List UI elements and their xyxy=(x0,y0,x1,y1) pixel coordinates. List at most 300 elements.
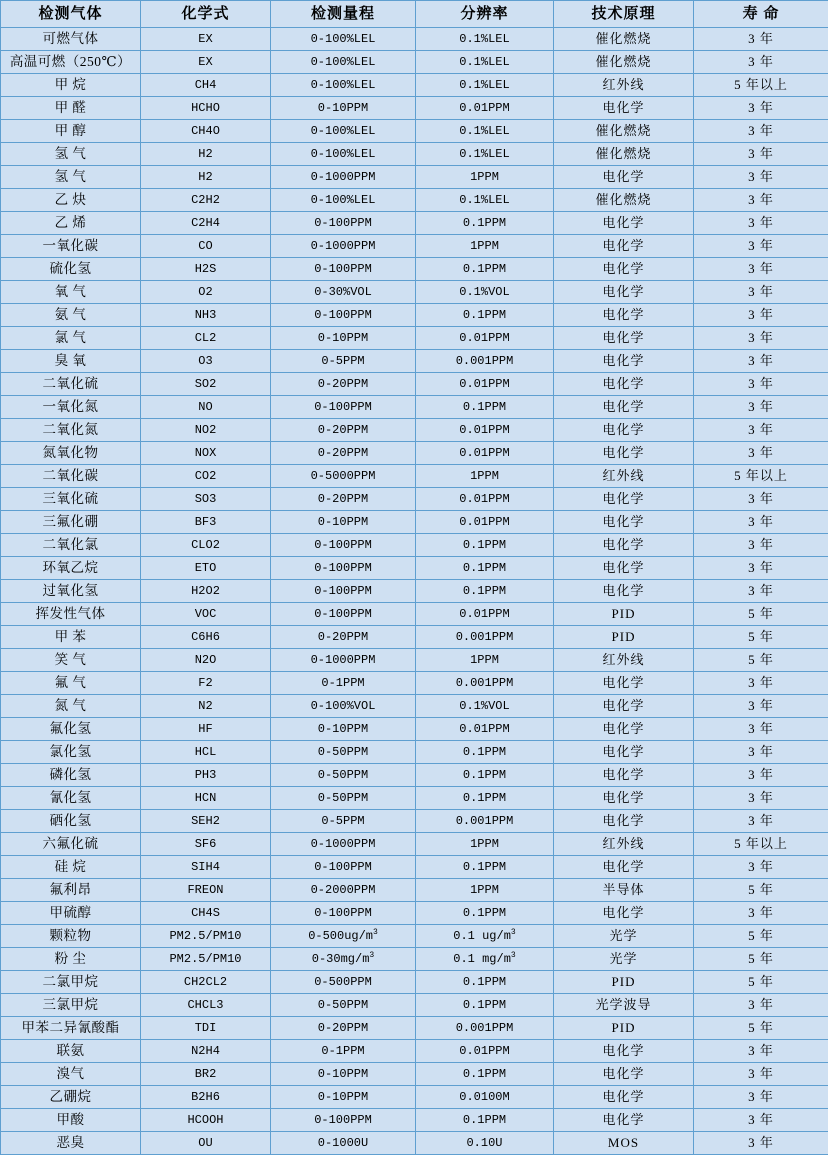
cell-range: 0-100PPM xyxy=(271,534,416,557)
cell-formula: H2O2 xyxy=(141,580,271,603)
table-row xyxy=(1,350,828,373)
column-header-resolution: 分辨率 xyxy=(416,1,554,28)
cell-gas: 甲 烷 xyxy=(1,74,141,97)
cell-formula: FREON xyxy=(141,879,271,902)
cell-principle: 光学波导 xyxy=(554,994,694,1017)
table-row xyxy=(1,764,828,787)
cell-gas: 三氟化硼 xyxy=(1,511,141,534)
cell-range: 0-1000PPM xyxy=(271,833,416,856)
cell-range: 0-100PPM xyxy=(271,396,416,419)
cell-formula: CLO2 xyxy=(141,534,271,557)
cell-resolution: 0.1 $mg/m^3$ xyxy=(416,948,554,971)
cell-gas: 乙 炔 xyxy=(1,189,141,212)
cell-formula: O2 xyxy=(141,281,271,304)
cell-gas: 氟化氢 xyxy=(1,718,141,741)
cell-lifetime: 3 年 xyxy=(694,787,828,810)
cell-range: 0-50PPM xyxy=(271,741,416,764)
table-body xyxy=(1,28,828,1155)
cell-lifetime: 3 年 xyxy=(694,442,828,465)
table-row xyxy=(1,603,828,626)
cell-gas: 笑 气 xyxy=(1,649,141,672)
cell-resolution: 1PPM xyxy=(416,833,554,856)
cell-principle: 电化学 xyxy=(554,1109,694,1132)
cell-gas: 颗粒物 xyxy=(1,925,141,948)
cell-range: 0-1000PPM xyxy=(271,166,416,189)
cell-principle: 电化学 xyxy=(554,235,694,258)
table-row xyxy=(1,1086,828,1109)
cell-formula: H2 xyxy=(141,166,271,189)
cell-lifetime: 3 年 xyxy=(694,580,828,603)
cell-gas: 环氧乙烷 xyxy=(1,557,141,580)
cell-range: 0-30%VOL xyxy=(271,281,416,304)
table-row xyxy=(1,258,828,281)
cell-formula: VOC xyxy=(141,603,271,626)
cell-formula: BF3 xyxy=(141,511,271,534)
table-row xyxy=(1,994,828,1017)
cell-resolution: 0.001PPM xyxy=(416,626,554,649)
table-header-row xyxy=(1,1,828,28)
cell-gas: 三氯甲烷 xyxy=(1,994,141,1017)
cell-lifetime: 3 年 xyxy=(694,764,828,787)
cell-principle: 电化学 xyxy=(554,396,694,419)
table-row xyxy=(1,534,828,557)
cell-range: 0-500PPM xyxy=(271,971,416,994)
table-row xyxy=(1,1063,828,1086)
cell-principle: 电化学 xyxy=(554,557,694,580)
cell-principle: 电化学 xyxy=(554,212,694,235)
cell-lifetime: 3 年 xyxy=(694,120,828,143)
table-row xyxy=(1,1040,828,1063)
cell-range: 0-20PPM xyxy=(271,419,416,442)
cell-range: 0-100PPM xyxy=(271,1109,416,1132)
cell-range: 0-10PPM xyxy=(271,1086,416,1109)
cell-formula: HCOOH xyxy=(141,1109,271,1132)
cell-resolution: 0.01PPM xyxy=(416,442,554,465)
cell-range: 0-10PPM xyxy=(271,1063,416,1086)
cell-lifetime: 3 年 xyxy=(694,350,828,373)
cell-lifetime: 5 年 xyxy=(694,603,828,626)
cell-lifetime: 3 年 xyxy=(694,97,828,120)
cell-gas: 一氧化氮 xyxy=(1,396,141,419)
cell-gas: 高温可燃（250℃） xyxy=(1,51,141,74)
cell-range: 0-20PPM xyxy=(271,626,416,649)
cell-resolution: 0.1%LEL xyxy=(416,74,554,97)
cell-resolution: 0.1PPM xyxy=(416,971,554,994)
cell-range: 0-100%LEL xyxy=(271,120,416,143)
cell-principle: 电化学 xyxy=(554,1086,694,1109)
cell-resolution: 1PPM xyxy=(416,649,554,672)
cell-principle: 电化学 xyxy=(554,810,694,833)
cell-principle: 电化学 xyxy=(554,350,694,373)
cell-resolution: 0.1PPM xyxy=(416,396,554,419)
table-row xyxy=(1,189,828,212)
cell-principle: 电化学 xyxy=(554,718,694,741)
cell-resolution: 1PPM xyxy=(416,465,554,488)
cell-principle: 电化学 xyxy=(554,741,694,764)
cell-principle: 电化学 xyxy=(554,511,694,534)
cell-formula: NH3 xyxy=(141,304,271,327)
column-header-formula: 化学式 xyxy=(141,1,271,28)
cell-formula: EX xyxy=(141,28,271,51)
cell-range: 0-100%LEL xyxy=(271,51,416,74)
cell-formula: O3 xyxy=(141,350,271,373)
cell-resolution: 0.01PPM xyxy=(416,488,554,511)
cell-principle: 电化学 xyxy=(554,764,694,787)
cell-lifetime: 3 年 xyxy=(694,304,828,327)
cell-range: 0-50PPM xyxy=(271,787,416,810)
cell-resolution: 0.1PPM xyxy=(416,787,554,810)
cell-range: 0-1000PPM xyxy=(271,649,416,672)
cell-range: 0-100PPM xyxy=(271,902,416,925)
cell-principle: PID xyxy=(554,1017,694,1040)
cell-resolution: 0.01PPM xyxy=(416,511,554,534)
cell-lifetime: 3 年 xyxy=(694,373,828,396)
cell-principle: 红外线 xyxy=(554,649,694,672)
cell-lifetime: 3 年 xyxy=(694,189,828,212)
cell-resolution: 0.1 $ug/m^3$ xyxy=(416,925,554,948)
table-row xyxy=(1,97,828,120)
cell-gas: 氯化氢 xyxy=(1,741,141,764)
cell-principle: 电化学 xyxy=(554,373,694,396)
cell-lifetime: 3 年 xyxy=(694,235,828,258)
cell-gas: 硅 烷 xyxy=(1,856,141,879)
table-row xyxy=(1,787,828,810)
cell-resolution: 1PPM xyxy=(416,235,554,258)
cell-principle: 电化学 xyxy=(554,672,694,695)
table-row xyxy=(1,143,828,166)
table-row xyxy=(1,580,828,603)
cell-range: 0-5000PPM xyxy=(271,465,416,488)
cell-range: 0-100PPM xyxy=(271,557,416,580)
cell-principle: MOS xyxy=(554,1132,694,1155)
table-row xyxy=(1,28,828,51)
cell-lifetime: 5 年 xyxy=(694,971,828,994)
table-row xyxy=(1,327,828,350)
cell-principle: 电化学 xyxy=(554,442,694,465)
cell-lifetime: 3 年 xyxy=(694,810,828,833)
cell-resolution: 0.1PPM xyxy=(416,212,554,235)
cell-resolution: 0.1%LEL xyxy=(416,28,554,51)
table-row xyxy=(1,488,828,511)
cell-lifetime: 3 年 xyxy=(694,994,828,1017)
cell-formula: CH4S xyxy=(141,902,271,925)
cell-gas: 粉 尘 xyxy=(1,948,141,971)
cell-formula: HCHO xyxy=(141,97,271,120)
cell-lifetime: 5 年以上 xyxy=(694,833,828,856)
cell-range: 0-20PPM xyxy=(271,373,416,396)
table-row xyxy=(1,235,828,258)
cell-principle: PID xyxy=(554,603,694,626)
column-header-lifetime: 寿 命 xyxy=(694,1,828,28)
cell-lifetime: 3 年 xyxy=(694,327,828,350)
cell-lifetime: 3 年 xyxy=(694,557,828,580)
cell-formula: HCL xyxy=(141,741,271,764)
cell-lifetime: 3 年 xyxy=(694,488,828,511)
cell-lifetime: 3 年 xyxy=(694,511,828,534)
cell-gas: 过氧化氢 xyxy=(1,580,141,603)
cell-resolution: 0.1PPM xyxy=(416,258,554,281)
cell-lifetime: 5 年以上 xyxy=(694,465,828,488)
cell-range: 0-100%LEL xyxy=(271,28,416,51)
cell-principle: 电化学 xyxy=(554,258,694,281)
cell-formula: CO2 xyxy=(141,465,271,488)
table-row xyxy=(1,649,828,672)
cell-lifetime: 3 年 xyxy=(694,1132,828,1155)
cell-lifetime: 3 年 xyxy=(694,51,828,74)
table-row xyxy=(1,511,828,534)
cell-gas: 硫化氢 xyxy=(1,258,141,281)
cell-resolution: 0.001PPM xyxy=(416,350,554,373)
cell-lifetime: 3 年 xyxy=(694,258,828,281)
column-header-gas: 检测气体 xyxy=(1,1,141,28)
cell-principle: 电化学 xyxy=(554,580,694,603)
table-row xyxy=(1,672,828,695)
cell-formula: NO2 xyxy=(141,419,271,442)
cell-principle: 电化学 xyxy=(554,1040,694,1063)
table-row xyxy=(1,626,828,649)
table-row xyxy=(1,833,828,856)
cell-principle: 电化学 xyxy=(554,488,694,511)
cell-gas: 二氧化氯 xyxy=(1,534,141,557)
cell-range: 0-2000PPM xyxy=(271,879,416,902)
cell-principle: 电化学 xyxy=(554,787,694,810)
cell-range: 0-10PPM xyxy=(271,718,416,741)
cell-gas: 甲 醛 xyxy=(1,97,141,120)
table-row xyxy=(1,465,828,488)
table-row xyxy=(1,925,828,948)
cell-resolution: 0.1%LEL xyxy=(416,120,554,143)
table-row xyxy=(1,442,828,465)
cell-gas: 硒化氢 xyxy=(1,810,141,833)
cell-formula: NOX xyxy=(141,442,271,465)
cell-lifetime: 3 年 xyxy=(694,166,828,189)
table-row xyxy=(1,74,828,97)
cell-gas: 磷化氢 xyxy=(1,764,141,787)
cell-principle: 电化学 xyxy=(554,304,694,327)
cell-gas: 二氧化硫 xyxy=(1,373,141,396)
cell-range: 0-100PPM xyxy=(271,212,416,235)
table-row xyxy=(1,419,828,442)
cell-principle: 催化燃烧 xyxy=(554,143,694,166)
cell-principle: 光学 xyxy=(554,925,694,948)
cell-formula: CL2 xyxy=(141,327,271,350)
cell-principle: 红外线 xyxy=(554,833,694,856)
table-row xyxy=(1,879,828,902)
cell-range: 0-100PPM xyxy=(271,304,416,327)
cell-formula: N2 xyxy=(141,695,271,718)
cell-formula: EX xyxy=(141,51,271,74)
cell-range: 0-5PPM xyxy=(271,810,416,833)
cell-range: $0-30mg/m^3$ xyxy=(271,948,416,971)
cell-gas: 二氧化氮 xyxy=(1,419,141,442)
cell-gas: 甲硫醇 xyxy=(1,902,141,925)
cell-resolution: 0.001PPM xyxy=(416,1017,554,1040)
cell-resolution: 0.01PPM xyxy=(416,1040,554,1063)
cell-lifetime: 3 年 xyxy=(694,212,828,235)
cell-gas: 二氧化碳 xyxy=(1,465,141,488)
cell-gas: 氟 气 xyxy=(1,672,141,695)
column-header-principle: 技术原理 xyxy=(554,1,694,28)
cell-formula: PH3 xyxy=(141,764,271,787)
cell-resolution: 0.1%VOL xyxy=(416,695,554,718)
cell-lifetime: 3 年 xyxy=(694,672,828,695)
cell-resolution: 0.01PPM xyxy=(416,327,554,350)
cell-range: 0-1000U xyxy=(271,1132,416,1155)
cell-resolution: 0.01PPM xyxy=(416,718,554,741)
cell-gas: 三氧化硫 xyxy=(1,488,141,511)
cell-resolution: 0.1%LEL xyxy=(416,143,554,166)
column-header-range: 检测量程 xyxy=(271,1,416,28)
cell-gas: 溴气 xyxy=(1,1063,141,1086)
cell-formula: CO xyxy=(141,235,271,258)
cell-gas: 臭 氧 xyxy=(1,350,141,373)
cell-gas: 恶臭 xyxy=(1,1132,141,1155)
table-row xyxy=(1,1109,828,1132)
cell-principle: PID xyxy=(554,971,694,994)
table-row xyxy=(1,718,828,741)
cell-formula: SO3 xyxy=(141,488,271,511)
cell-resolution: 0.1PPM xyxy=(416,994,554,1017)
cell-resolution: 0.1%VOL xyxy=(416,281,554,304)
cell-gas: 挥发性气体 xyxy=(1,603,141,626)
cell-principle: 催化燃烧 xyxy=(554,120,694,143)
cell-range: 0-20PPM xyxy=(271,442,416,465)
cell-formula: C2H2 xyxy=(141,189,271,212)
cell-principle: 电化学 xyxy=(554,166,694,189)
cell-formula: CH4 xyxy=(141,74,271,97)
cell-range: 0-5PPM xyxy=(271,350,416,373)
cell-formula: HCN xyxy=(141,787,271,810)
cell-resolution: 0.001PPM xyxy=(416,672,554,695)
cell-principle: 电化学 xyxy=(554,281,694,304)
cell-lifetime: 5 年 xyxy=(694,925,828,948)
cell-formula: TDI xyxy=(141,1017,271,1040)
cell-lifetime: 3 年 xyxy=(694,419,828,442)
cell-lifetime: 3 年 xyxy=(694,1040,828,1063)
cell-formula: BR2 xyxy=(141,1063,271,1086)
table-row xyxy=(1,281,828,304)
cell-lifetime: 3 年 xyxy=(694,534,828,557)
cell-resolution: 0.01PPM xyxy=(416,603,554,626)
cell-resolution: 0.1PPM xyxy=(416,557,554,580)
cell-lifetime: 3 年 xyxy=(694,396,828,419)
cell-principle: 半导体 xyxy=(554,879,694,902)
cell-resolution: 0.01PPM xyxy=(416,97,554,120)
cell-resolution: 0.01PPM xyxy=(416,373,554,396)
cell-formula: CHCL3 xyxy=(141,994,271,1017)
cell-lifetime: 3 年 xyxy=(694,741,828,764)
cell-formula: PM2.5/PM10 xyxy=(141,925,271,948)
cell-resolution: 0.1%LEL xyxy=(416,51,554,74)
cell-formula: CH2CL2 xyxy=(141,971,271,994)
cell-formula: SO2 xyxy=(141,373,271,396)
table-row xyxy=(1,948,828,971)
cell-gas: 甲 醇 xyxy=(1,120,141,143)
cell-lifetime: 5 年 xyxy=(694,879,828,902)
cell-resolution: 0.001PPM xyxy=(416,810,554,833)
cell-resolution: 1PPM xyxy=(416,879,554,902)
cell-range: 0-10PPM xyxy=(271,511,416,534)
cell-formula: SIH4 xyxy=(141,856,271,879)
cell-lifetime: 5 年 xyxy=(694,649,828,672)
cell-gas: 氢 气 xyxy=(1,166,141,189)
cell-resolution: 0.1PPM xyxy=(416,856,554,879)
cell-formula: CH4O xyxy=(141,120,271,143)
table-row xyxy=(1,51,828,74)
cell-gas: 联氨 xyxy=(1,1040,141,1063)
cell-lifetime: 5 年 xyxy=(694,626,828,649)
cell-principle: PID xyxy=(554,626,694,649)
cell-range: 0-100%LEL xyxy=(271,189,416,212)
table-row xyxy=(1,304,828,327)
cell-formula: NO xyxy=(141,396,271,419)
cell-principle: 电化学 xyxy=(554,902,694,925)
cell-resolution: 0.1PPM xyxy=(416,580,554,603)
cell-gas: 氮 气 xyxy=(1,695,141,718)
cell-range: 0-100%VOL xyxy=(271,695,416,718)
cell-range: 0-10PPM xyxy=(271,327,416,350)
cell-formula: C6H6 xyxy=(141,626,271,649)
cell-range: 0-10PPM xyxy=(271,97,416,120)
cell-range: 0-20PPM xyxy=(271,1017,416,1040)
cell-formula: B2H6 xyxy=(141,1086,271,1109)
cell-lifetime: 3 年 xyxy=(694,1086,828,1109)
cell-lifetime: 3 年 xyxy=(694,1109,828,1132)
cell-lifetime: 5 年 xyxy=(694,1017,828,1040)
cell-formula: OU xyxy=(141,1132,271,1155)
cell-range: 0-1000PPM xyxy=(271,235,416,258)
table-row xyxy=(1,810,828,833)
cell-resolution: 0.1PPM xyxy=(416,304,554,327)
table-row xyxy=(1,396,828,419)
cell-lifetime: 3 年 xyxy=(694,695,828,718)
cell-principle: 电化学 xyxy=(554,1063,694,1086)
cell-gas: 氯 气 xyxy=(1,327,141,350)
table-row xyxy=(1,120,828,143)
cell-range: 0-100%LEL xyxy=(271,143,416,166)
table-row xyxy=(1,557,828,580)
cell-lifetime: 3 年 xyxy=(694,718,828,741)
table-row xyxy=(1,971,828,994)
cell-lifetime: 3 年 xyxy=(694,28,828,51)
cell-lifetime: 3 年 xyxy=(694,902,828,925)
cell-range: 0-1PPM xyxy=(271,672,416,695)
cell-gas: 一氧化碳 xyxy=(1,235,141,258)
cell-principle: 催化燃烧 xyxy=(554,189,694,212)
cell-range: 0-20PPM xyxy=(271,488,416,511)
cell-principle: 电化学 xyxy=(554,534,694,557)
table-row xyxy=(1,166,828,189)
cell-principle: 催化燃烧 xyxy=(554,51,694,74)
cell-gas: 六氟化硫 xyxy=(1,833,141,856)
cell-formula: N2H4 xyxy=(141,1040,271,1063)
cell-resolution: 0.1PPM xyxy=(416,902,554,925)
cell-gas: 二氯甲烷 xyxy=(1,971,141,994)
cell-principle: 电化学 xyxy=(554,419,694,442)
cell-formula: ETO xyxy=(141,557,271,580)
cell-range: 0-100PPM xyxy=(271,856,416,879)
cell-resolution: 1PPM xyxy=(416,166,554,189)
cell-principle: 光学 xyxy=(554,948,694,971)
cell-resolution: 0.1PPM xyxy=(416,764,554,787)
cell-lifetime: 3 年 xyxy=(694,281,828,304)
cell-resolution: 0.1PPM xyxy=(416,1109,554,1132)
cell-formula: F2 xyxy=(141,672,271,695)
cell-principle: 电化学 xyxy=(554,856,694,879)
cell-range: 0-1PPM xyxy=(271,1040,416,1063)
table-row xyxy=(1,1017,828,1040)
cell-range: 0-100PPM xyxy=(271,580,416,603)
